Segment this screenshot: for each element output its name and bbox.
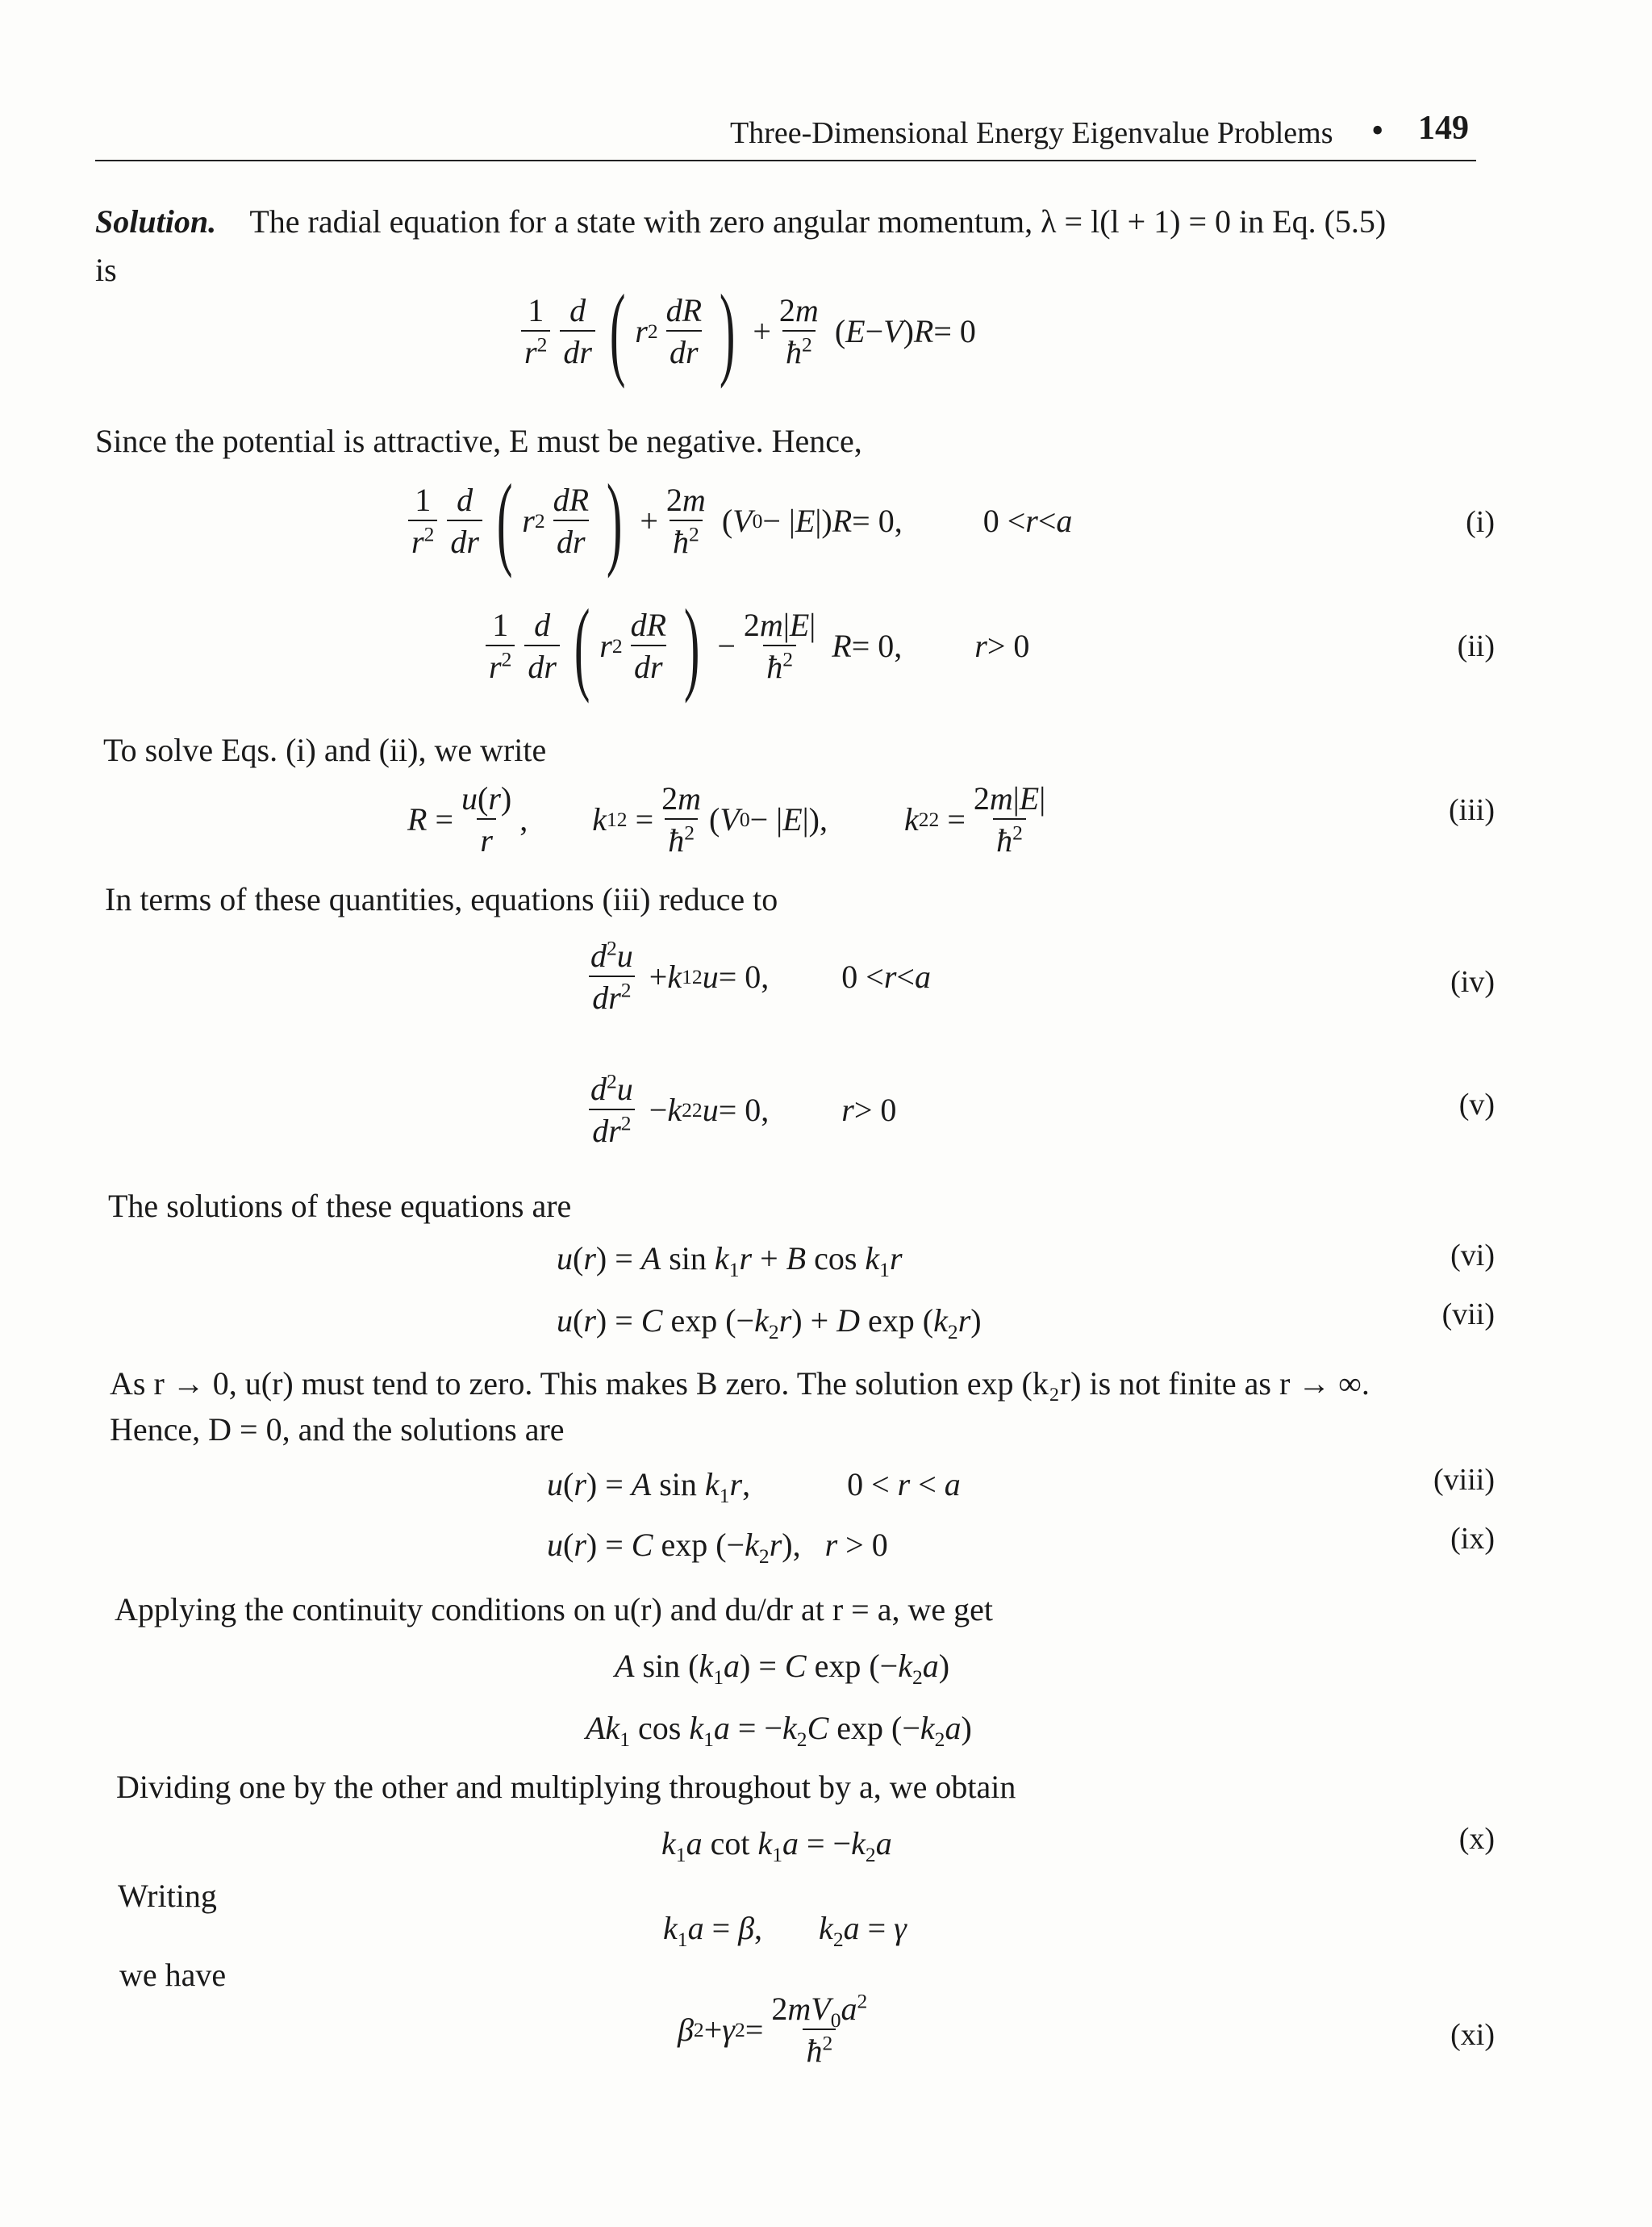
- equation-ix: u(r) = C $\exp (-k_2r)$, r > 0: [547, 1527, 888, 1568]
- tag-i: (i): [1466, 505, 1495, 539]
- equation-vi: u(r) = A $\sin k_1r + B$ $\cos k_1r$: [557, 1240, 903, 1281]
- running-title: Three-Dimensional Energy Eigenvalue Problems: [730, 116, 1333, 150]
- solution-paragraph: [95, 203, 1387, 240]
- equation-iii: R = $\frac{u(r)}{r}$ , k 1 2 = $\frac{2m}{ħ^2}$ ( V 0 − | E |), k 2 2 = $\frac{2m|E|}{ħ^2}$: [407, 780, 1046, 859]
- equation-v: $\frac{d^2u}{dr^2}$ − k 2 2 u = 0, r > 0: [590, 1069, 897, 1149]
- equation-radial: $\frac{1}{r^2}$ $\frac{d}{dr}$ ( r 2 $\frac{dR}{dr}$ ) + $\frac{2m}{ħ^2}$ ( E − V ) R = 0: [516, 295, 976, 369]
- equation-continuity-1: A $\sin (k_1a) = C$ $\exp (-k_2a)$: [615, 1648, 950, 1689]
- equation-viii: u(r) = A $\sin k_1r$, 0 < r < a: [547, 1466, 961, 1507]
- tag-iii: (iii): [1449, 793, 1495, 827]
- paragraph-4: In terms of these quantities, equations (iii) reduce to: [105, 881, 778, 917]
- paragraph-10: we have: [119, 1957, 227, 1993]
- equation-x: $k_1a$ $\cot k_1a = -k_2a$: [661, 1825, 892, 1866]
- tag-ix: (ix): [1450, 1522, 1495, 1556]
- equation-continuity-2: $Ak_1$ $\cos k_1a = -k_2C$ $\exp (-k_2a)$: [586, 1710, 972, 1751]
- solution-label: Solution.: [95, 203, 217, 240]
- paragraph-7: Applying the continuity conditions on u(r) and du/dr at r = a, we get: [115, 1591, 994, 1627]
- equation-xi: β 2 + γ 2 = $\frac{2mV_0a^2}{ħ^2}$: [678, 1989, 868, 2069]
- header-bullet: •: [1371, 111, 1384, 150]
- tag-ii: (ii): [1457, 629, 1495, 663]
- paragraph-1: The radial equation for a state with zero angular momentum, λ = l(l + 1) = 0 in Eq. (5.5): [249, 203, 1387, 240]
- equation-substitution: $k_1a = \beta$, $k_2a = \gamma$: [663, 1910, 907, 1951]
- equation-iv: $\frac{d^2u}{dr^2}$ + k 1 2 u = 0, 0 < r < a: [590, 936, 931, 1016]
- paragraph-2: Since the potential is attractive, E must be negative. Hence,: [95, 423, 862, 459]
- tag-vi: (vi): [1450, 1239, 1495, 1272]
- paragraph-6b: Hence, D = 0, and the solutions are: [110, 1411, 565, 1448]
- equation-vii: u(r) = C $\exp (-k_2r) + D$ $\exp (k_2r)$: [557, 1302, 982, 1343]
- tag-vii: (vii): [1441, 1297, 1495, 1331]
- paragraph-3: To solve Eqs. (i) and (ii), we write: [103, 732, 547, 768]
- page-number: 149: [1418, 110, 1469, 147]
- tag-viii: (viii): [1433, 1463, 1495, 1497]
- paragraph-9: Writing: [118, 1878, 217, 1914]
- tag-xi: (xi): [1450, 2018, 1495, 2052]
- tag-iv: (iv): [1450, 965, 1495, 999]
- paragraph-1b: is: [95, 252, 117, 288]
- tag-v: (v): [1458, 1088, 1495, 1122]
- equation-ii: $\frac{1}{r^2}$ $\frac{d}{dr}$ ( r 2 $\frac{dR}{dr}$ ) − $\frac{2m|E|}{ħ^2}$ R = 0, r > 0: [481, 609, 1029, 683]
- header-rule: [95, 160, 1476, 161]
- paragraph-6a: As r → 0, u(r) must tend to zero. This makes B zero. The solution exp (k₂r) is not finite as r → ∞.: [110, 1365, 1370, 1402]
- equation-i: $\frac{1}{r^2}$ $\frac{d}{dr}$ ( r 2 $\frac{dR}{dr}$ ) + $\frac{2m}{ħ^2}$ ( V 0 − | E |) R = 0, 0 < r < a: [403, 484, 1072, 558]
- tag-x: (x): [1458, 1822, 1495, 1856]
- paragraph-8: Dividing one by the other and multiplying throughout by a, we obtain: [116, 1769, 1016, 1805]
- paragraph-5: The solutions of these equations are: [108, 1188, 572, 1224]
